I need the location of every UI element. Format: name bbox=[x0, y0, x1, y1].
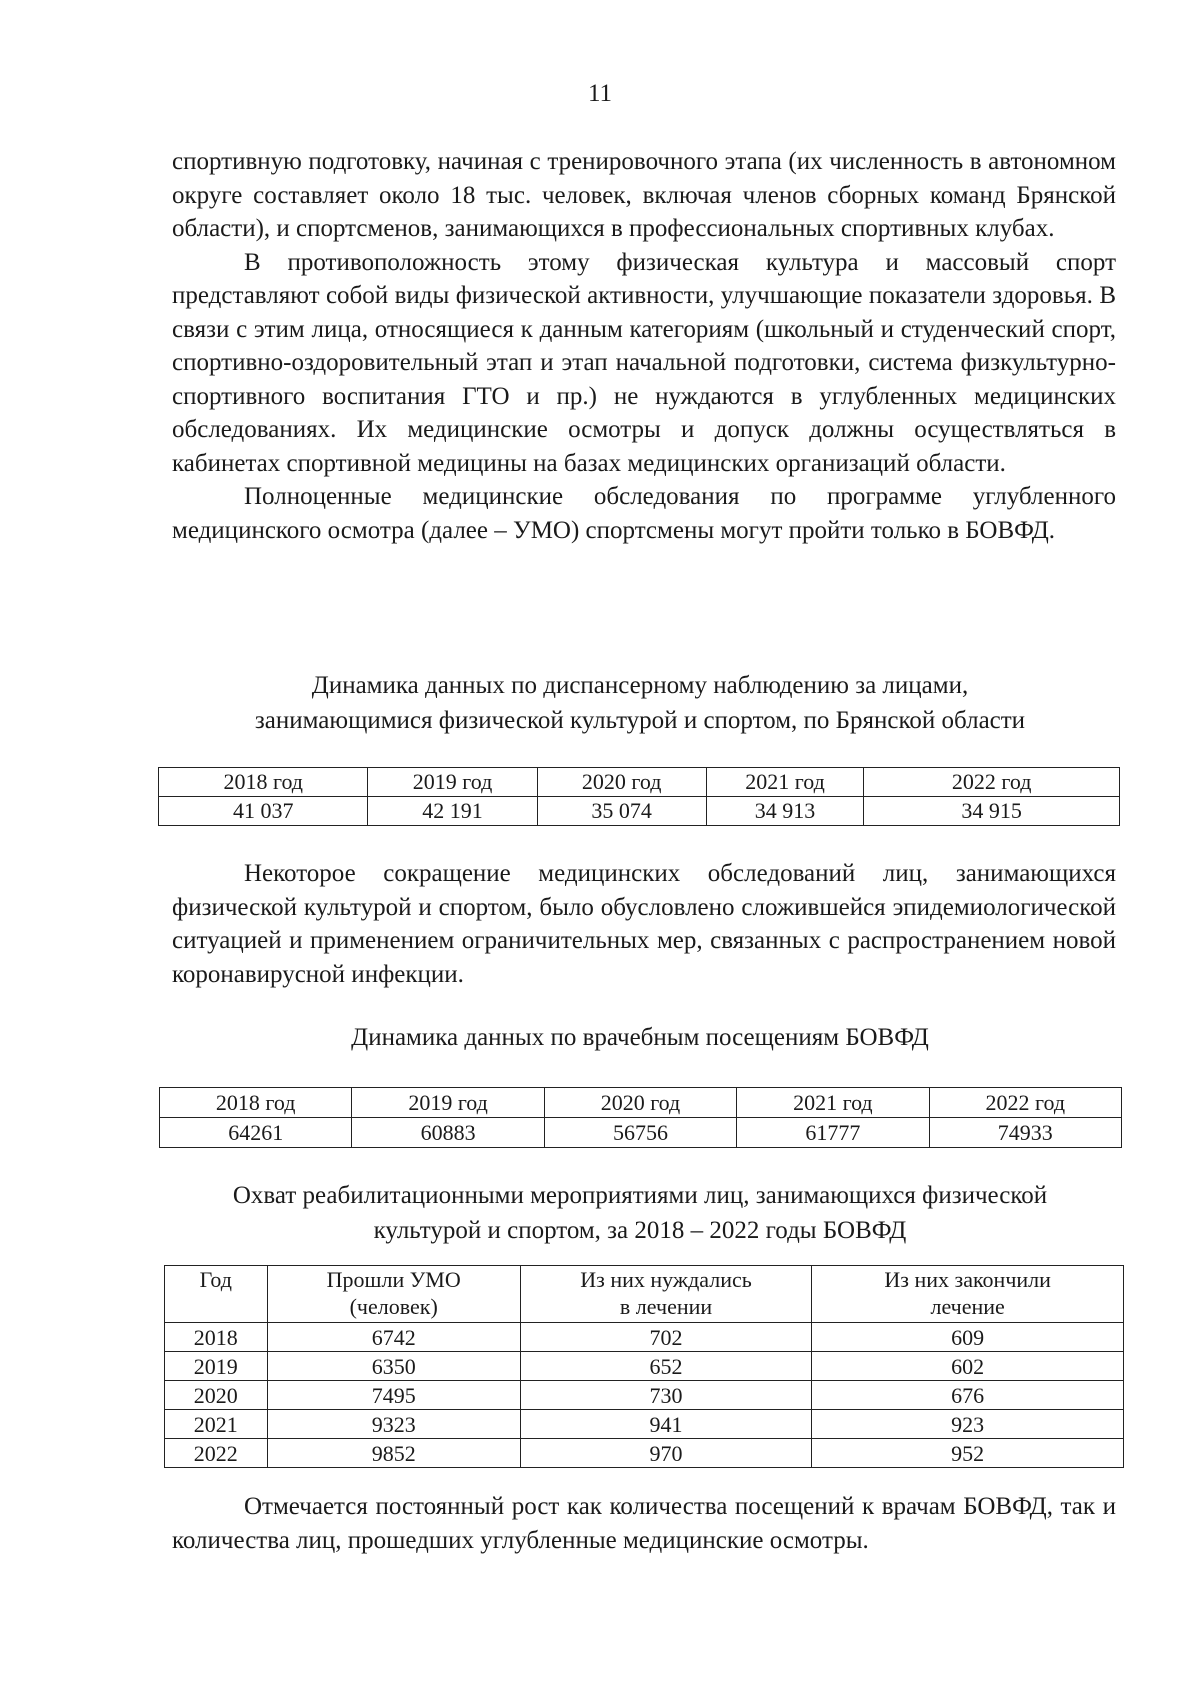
table-header-cell bbox=[520, 1266, 812, 1323]
header-line: Год bbox=[199, 1267, 232, 1292]
table-cell: 74933 bbox=[929, 1118, 1121, 1148]
table-row bbox=[165, 1381, 1124, 1410]
header-line: Из них закончили bbox=[884, 1267, 1051, 1292]
dispensary-observation-table bbox=[158, 767, 1120, 826]
text-block-intro bbox=[172, 145, 1116, 547]
paragraph-4: Некоторое сокращение медицинских обследований лиц, занимающихся физической культурой и спортом, было обусловлено сложившейся эпидемиологической ситуацией и применением ограничительных мер, связанных с распространением новой коронавирусной инфекции. bbox=[172, 860, 1116, 988]
table-cell: 602 bbox=[812, 1352, 1124, 1381]
table-header-row bbox=[159, 768, 1120, 797]
text-block-middle bbox=[172, 857, 1116, 991]
table-cell: 42 191 bbox=[368, 797, 537, 826]
table-cell: 2022 bbox=[165, 1439, 268, 1468]
paragraph-3: Полноценные медицинские обследования по программе углубленного медицинского осмотра (далее – УМО) спортсмены могут пройти только в БОВФД. bbox=[172, 483, 1116, 544]
table-header-cell bbox=[812, 1266, 1124, 1323]
table-header-cell: 2019 год bbox=[352, 1088, 544, 1118]
header-line: лечение bbox=[930, 1294, 1005, 1319]
table-header-cell: 2018 год bbox=[160, 1088, 352, 1118]
table-row bbox=[165, 1352, 1124, 1381]
table-cell: 676 bbox=[812, 1381, 1124, 1410]
table1-caption bbox=[150, 668, 1130, 738]
table-cell: 2018 bbox=[165, 1323, 268, 1352]
table-row bbox=[165, 1410, 1124, 1439]
table-row bbox=[165, 1323, 1124, 1352]
table-cell: 34 915 bbox=[864, 797, 1120, 826]
table2-caption bbox=[150, 1020, 1130, 1055]
table-header-cell: 2021 год bbox=[737, 1088, 929, 1118]
table-header-cell: 2018 год bbox=[159, 768, 368, 797]
table-cell: 35 074 bbox=[537, 797, 706, 826]
header-line: в лечении bbox=[619, 1294, 713, 1319]
table-cell: 61777 bbox=[737, 1118, 929, 1148]
table-header-cell: 2020 год bbox=[537, 768, 706, 797]
table-cell: 9852 bbox=[267, 1439, 520, 1468]
text-block-conclusion bbox=[172, 1490, 1116, 1557]
table-cell: 9323 bbox=[267, 1410, 520, 1439]
table1-caption-line1: Динамика данных по диспансерному наблюдению за лицами, bbox=[311, 672, 969, 699]
table-cell: 652 bbox=[520, 1352, 812, 1381]
table-cell: 941 bbox=[520, 1410, 812, 1439]
table-cell: 952 bbox=[812, 1439, 1124, 1468]
header-line: Из них нуждались bbox=[580, 1267, 752, 1292]
table-header-cell: 2022 год bbox=[929, 1088, 1121, 1118]
rehabilitation-coverage-table bbox=[164, 1265, 1124, 1468]
table-cell: 41 037 bbox=[159, 797, 368, 826]
table-header-cell: 2021 год bbox=[706, 768, 864, 797]
table-header-cell bbox=[165, 1266, 268, 1323]
table3-caption bbox=[150, 1178, 1130, 1248]
table-cell: 56756 bbox=[544, 1118, 736, 1148]
header-line: Прошли УМО bbox=[326, 1267, 461, 1292]
table-cell: 7495 bbox=[267, 1381, 520, 1410]
table-row bbox=[160, 1118, 1122, 1148]
table-cell: 6742 bbox=[267, 1323, 520, 1352]
table-header-cell: 2020 год bbox=[544, 1088, 736, 1118]
table3-caption-line1: Охват реабилитационными мероприятиями лиц, занимающихся физической bbox=[232, 1182, 1048, 1209]
table-cell: 2021 bbox=[165, 1410, 268, 1439]
table-cell: 64261 bbox=[160, 1118, 352, 1148]
table1-caption-line2: занимающимися физической культурой и спортом, по Брянской области bbox=[254, 707, 1026, 734]
table-header-row bbox=[160, 1088, 1122, 1118]
table-header-cell: 2022 год bbox=[864, 768, 1120, 797]
table-cell: 730 bbox=[520, 1381, 812, 1410]
page-number: 11 bbox=[587, 80, 613, 107]
doctor-visits-table bbox=[159, 1087, 1122, 1148]
paragraph-5: Отмечается постоянный рост как количества посещений к врачам БОВФД, так и количества лиц, прошедших углубленные медицинские осмотры. bbox=[172, 1493, 1116, 1554]
table-cell: 60883 bbox=[352, 1118, 544, 1148]
table-header-cell: 2019 год bbox=[368, 768, 537, 797]
table2-caption-line: Динамика данных по врачебным посещениям БОВФД bbox=[351, 1024, 929, 1051]
table-row bbox=[159, 797, 1120, 826]
table-header-row bbox=[165, 1266, 1124, 1323]
table-cell: 34 913 bbox=[706, 797, 864, 826]
header-line: (человек) bbox=[349, 1294, 438, 1319]
table-cell: 2019 bbox=[165, 1352, 268, 1381]
table-cell: 702 bbox=[520, 1323, 812, 1352]
table-cell: 2020 bbox=[165, 1381, 268, 1410]
paragraph-1: спортивную подготовку, начиная с тренировочного этапа (их численность в автономном округе составляет около 18 тыс. человек, включая членов сборных команд Брянской области), и спортсменов, занимающихся в профессиональных спортивных клубах. bbox=[172, 148, 1116, 242]
table-cell: 6350 bbox=[267, 1352, 520, 1381]
paragraph-2: В противоположность этому физическая культура и массовый спорт представляют собой виды физической активности, улучшающие показатели здоровья. В связи с этим лица, относящиеся к данным категориям (школьный и студенческий спорт, спортивно-оздоровительный этап и этап начальной подготовки, система физкультурно-спортивного воспитания ГТО и пр.) не нуждаются в углубленных медицинских обследованиях. Их медицинские осмотры и допуск должны осуществляться в кабинетах спортивной медицины на базах медицинских организаций области. bbox=[172, 248, 1116, 477]
table-cell: 970 bbox=[520, 1439, 812, 1468]
table-row bbox=[165, 1439, 1124, 1468]
table-header-cell bbox=[267, 1266, 520, 1323]
table-cell: 923 bbox=[812, 1410, 1124, 1439]
table3-caption-line2: культурой и спортом, за 2018 – 2022 годы БОВФД bbox=[373, 1217, 907, 1244]
table-cell: 609 bbox=[812, 1323, 1124, 1352]
